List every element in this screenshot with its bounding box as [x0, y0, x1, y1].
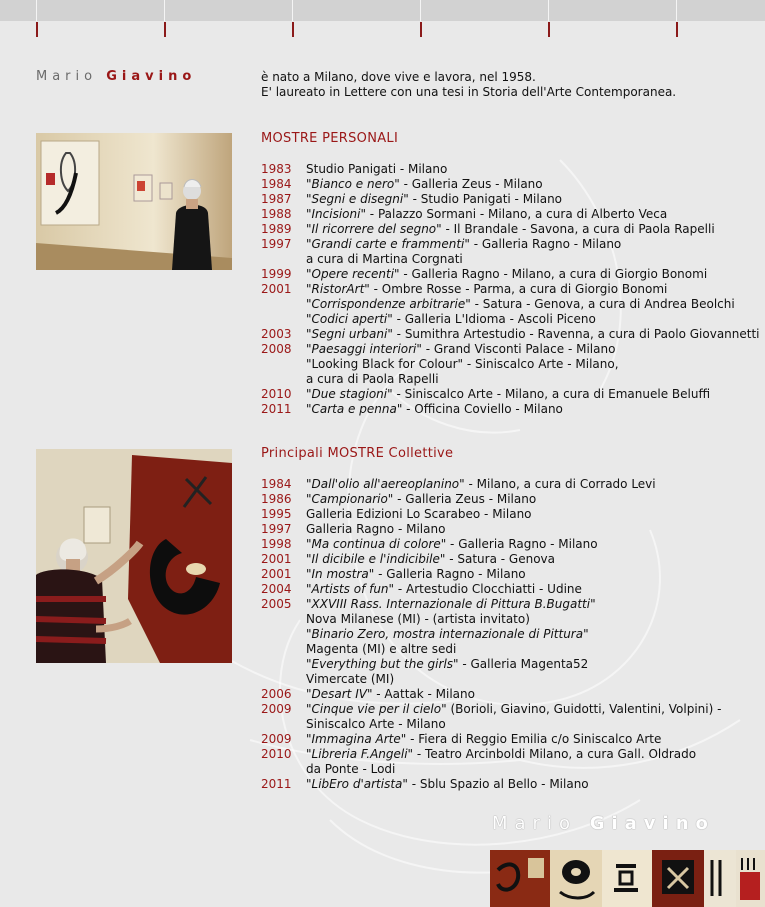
exhibition-entry	[261, 732, 761, 747]
exhibition-details: a cura di Paola Rapelli	[306, 372, 439, 386]
exhibition-details: - Siniscalco Arte - Milano, a cura di Emanuele Beluffi	[392, 387, 711, 401]
exhibition-year: 1997	[261, 237, 292, 251]
exhibition-details: Siniscalco Arte - Milano	[306, 717, 446, 731]
exhibition-year: 2001	[261, 552, 292, 566]
exhibition-year: 2009	[261, 702, 292, 716]
exhibition-entry	[261, 657, 761, 672]
exhibition-details: a cura di Martina Corgnati	[306, 252, 463, 266]
exhibition-title: "Segni urbani"	[306, 327, 393, 341]
exhibition-details: - Sblu Spazio al Bello - Milano	[407, 777, 589, 791]
intro-line: E' laureato in Lettere con una tesi in Storia dell'Arte Contemporanea.	[261, 85, 677, 99]
exhibition-year: 1997	[261, 522, 292, 536]
exhibition-details: Nova Milanese (MI) - (artista invitato)	[306, 612, 530, 626]
artist-gallery-photo	[36, 133, 232, 270]
exhibition-details: - Palazzo Sormani - Milano, a cura di Alberto Veca	[365, 207, 668, 221]
exhibition-details: (Borioli, Giavino, Guidotti, Valentini, Volpini) -	[446, 702, 722, 716]
exhibition-title: "Paesaggi interiori"	[306, 342, 422, 356]
exhibition-title: "Binario Zero, mostra internazionale di Pittura"	[306, 627, 589, 641]
exhibition-details: - Satura - Genova	[445, 552, 555, 566]
exhibition-title: "Segni e disegni"	[306, 192, 409, 206]
exhibition-title: "Immagina Arte"	[306, 732, 407, 746]
exhibition-title: "Libreria F.Angeli"	[306, 747, 414, 761]
nav-tick[interactable]	[36, 22, 38, 37]
exhibition-year: 1998	[261, 537, 292, 551]
artist-first-name: Mario	[492, 813, 577, 834]
exhibition-entry	[261, 372, 761, 387]
exhibition-year: 2006	[261, 687, 292, 701]
exhibition-details: Vimercate (MI)	[306, 672, 395, 686]
exhibition-title: "In mostra"	[306, 567, 375, 581]
exhibition-entry	[261, 207, 761, 222]
exhibition-title: "Campionario"	[306, 492, 394, 506]
exhibition-details: Studio Panigati - Milano	[306, 162, 448, 176]
exhibition-year: 2004	[261, 582, 292, 596]
exhibition-year: 1986	[261, 492, 292, 506]
exhibition-year: 2010	[261, 747, 292, 761]
exhibition-details: - Artestudio Clocchiatti - Udine	[394, 582, 582, 596]
exhibition-entry	[261, 597, 761, 612]
exhibition-details: - Sumithra Artestudio - Ravenna, a cura di Paolo Giovannetti	[392, 327, 760, 341]
exhibition-entry	[261, 342, 761, 357]
exhibition-title: "Corrispondenze arbitrarie"	[306, 297, 471, 311]
exhibition-entry	[261, 387, 761, 402]
exhibition-year: 1989	[261, 222, 292, 236]
exhibition-details: da Ponte - Lodi	[306, 762, 396, 776]
exhibition-entry	[261, 777, 761, 792]
exhibition-details: - Studio Panigati - Milano	[408, 192, 563, 206]
exhibition-entry	[261, 177, 761, 192]
exhibition-entry	[261, 672, 761, 687]
exhibition-entry	[261, 357, 761, 372]
exhibition-title: "Carta e penna"	[306, 402, 403, 416]
exhibition-details: "Looking Black for Colour" - Siniscalco Arte - Milano,	[306, 357, 619, 371]
exhibition-year: 2005	[261, 597, 292, 611]
exhibition-details: - Milano, a cura di Corrado Levi	[464, 477, 656, 491]
exhibition-details: - Galleria Ragno - Milano	[446, 537, 598, 551]
solo-exhibitions-heading: MOSTRE PERSONALI	[261, 131, 399, 146]
exhibition-entry	[261, 222, 761, 237]
exhibition-details: - Officina Coviello - Milano	[402, 402, 563, 416]
exhibition-title: "Il dicibile e l'indicibile"	[306, 552, 446, 566]
exhibition-year: 1987	[261, 192, 292, 206]
intro-text	[261, 70, 676, 100]
exhibition-year: 2011	[261, 402, 292, 416]
top-nav-bar	[0, 0, 765, 21]
exhibition-details: - Satura - Genova, a cura di Andrea Beolchi	[470, 297, 735, 311]
exhibition-title: "RistorArt"	[306, 282, 370, 296]
exhibition-entry	[261, 477, 761, 492]
nav-tick[interactable]	[292, 22, 294, 37]
exhibition-details: - Galleria Zeus - Milano	[393, 492, 537, 506]
exhibition-title: "Opere recenti"	[306, 267, 400, 281]
exhibition-entry	[261, 402, 761, 417]
exhibition-entry	[261, 552, 761, 567]
exhibition-details: Magenta (MI) e altre sedi	[306, 642, 457, 656]
exhibition-entry	[261, 507, 761, 522]
artist-painting-photo	[36, 449, 232, 663]
exhibition-year: 1999	[261, 267, 292, 281]
exhibition-details: - Galleria L'Idioma - Ascoli Piceno	[392, 312, 596, 326]
exhibition-details: Galleria Edizioni Lo Scarabeo - Milano	[306, 507, 532, 521]
exhibition-year: 1983	[261, 162, 292, 176]
exhibition-title: "Il ricorrere del segno"	[306, 222, 442, 236]
exhibition-entry	[261, 267, 761, 282]
exhibition-details: - Galleria Magenta52	[458, 657, 589, 671]
group-exhibitions-list	[261, 477, 761, 792]
exhibition-entry	[261, 747, 761, 762]
exhibition-title: "Desart IV"	[306, 687, 373, 701]
exhibition-title: "Everything but the girls"	[306, 657, 459, 671]
nav-divider	[420, 0, 421, 21]
exhibition-entry	[261, 717, 761, 732]
nav-tick[interactable]	[420, 22, 422, 37]
exhibition-details: - Galleria Ragno - Milano, a cura di Giorgio Bonomi	[399, 267, 708, 281]
nav-divider	[548, 0, 549, 21]
exhibition-year: 1984	[261, 477, 292, 491]
exhibition-title: "Codici aperti"	[306, 312, 393, 326]
exhibition-title: "Cinque vie per il cielo"	[306, 702, 447, 716]
exhibition-title: "Artists of fun"	[306, 582, 395, 596]
artist-name-bottom	[492, 813, 715, 834]
exhibition-details: - Il Brandale - Savona, a cura di Paola Rapelli	[441, 222, 715, 236]
exhibition-entry	[261, 537, 761, 552]
exhibition-entry	[261, 492, 761, 507]
artist-name-top	[36, 69, 196, 84]
solo-exhibitions-list	[261, 162, 761, 417]
artist-first-name: Mario	[36, 69, 98, 84]
exhibition-details: - Grand Visconti Palace - Milano	[421, 342, 616, 356]
exhibition-year: 2008	[261, 342, 292, 356]
exhibition-entry	[261, 312, 761, 327]
exhibition-details: - Galleria Ragno - Milano	[374, 567, 526, 581]
exhibition-year: 2011	[261, 777, 292, 791]
exhibition-entry	[261, 702, 761, 717]
exhibition-entry	[261, 627, 761, 642]
artist-last-name: Giavino	[106, 69, 197, 84]
exhibition-title: "Dall'olio all'aereoplanino"	[306, 477, 465, 491]
exhibition-details: - Fiera di Reggio Emilia c/o Siniscalco Arte	[406, 732, 662, 746]
exhibition-title: "XXVIII Rass. Internazionale di Pittura B.Bugatti"	[306, 597, 596, 611]
exhibition-title: "Bianco e nero"	[306, 177, 400, 191]
nav-tick[interactable]	[164, 22, 166, 37]
exhibition-title: "Due stagioni"	[306, 387, 393, 401]
exhibition-entry	[261, 522, 761, 537]
artist-last-name: Giavino	[589, 813, 715, 834]
nav-tick[interactable]	[676, 22, 678, 37]
exhibition-entry	[261, 237, 761, 252]
exhibition-title: "LibEro d'artista"	[306, 777, 408, 791]
nav-divider	[36, 0, 37, 21]
exhibition-entry	[261, 687, 761, 702]
exhibition-title: "Grandi carte e frammenti"	[306, 237, 470, 251]
exhibition-year: 2009	[261, 732, 292, 746]
exhibition-entry	[261, 162, 761, 177]
exhibition-entry	[261, 297, 761, 312]
exhibition-year: 1995	[261, 507, 292, 521]
exhibition-entry	[261, 582, 761, 597]
nav-divider	[164, 0, 165, 21]
exhibition-entry	[261, 567, 761, 582]
exhibition-entry	[261, 282, 761, 297]
group-exhibitions-heading: Principali MOSTRE Collettive	[261, 446, 454, 461]
nav-divider	[676, 0, 677, 21]
exhibition-entry	[261, 612, 761, 627]
exhibition-year: 2001	[261, 567, 292, 581]
exhibition-details: - Aattak - Milano	[372, 687, 475, 701]
exhibition-entry	[261, 327, 761, 342]
exhibition-entry	[261, 762, 761, 777]
exhibition-details: - Ombre Rosse - Parma, a cura di Giorgio Bonomi	[369, 282, 668, 296]
nav-tick[interactable]	[548, 22, 550, 37]
exhibition-year: 1984	[261, 177, 292, 191]
exhibition-title: "Ma continua di colore"	[306, 537, 447, 551]
exhibition-details: - Teatro Arcinboldi Milano, a cura Gall. Oldrado	[413, 747, 697, 761]
exhibition-title: "Incisioni"	[306, 207, 366, 221]
exhibition-year: 1988	[261, 207, 292, 221]
nav-divider	[292, 0, 293, 21]
exhibition-year: 2001	[261, 282, 292, 296]
exhibition-year: 2010	[261, 387, 292, 401]
exhibition-details: Galleria Ragno - Milano	[306, 522, 446, 536]
exhibition-details: - Galleria Zeus - Milano	[399, 177, 543, 191]
exhibition-year: 2003	[261, 327, 292, 341]
exhibition-entry	[261, 642, 761, 657]
exhibition-entry	[261, 252, 761, 267]
exhibition-entry	[261, 192, 761, 207]
exhibition-details: - Galleria Ragno - Milano	[469, 237, 622, 251]
intro-line: è nato a Milano, dove vive e lavora, nel 1958.	[261, 70, 536, 84]
artwork-thumbnail-strip[interactable]	[490, 850, 765, 907]
